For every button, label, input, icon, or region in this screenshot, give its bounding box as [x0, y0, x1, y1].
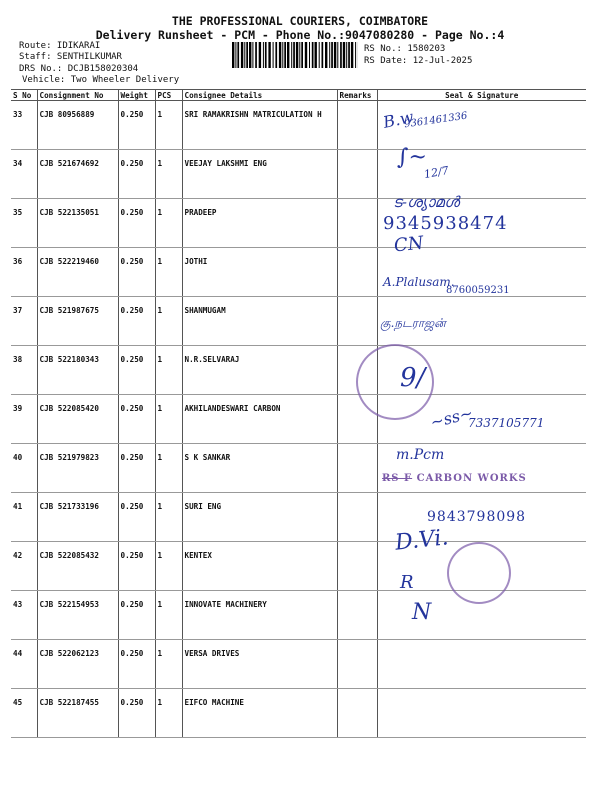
row-sno: 33	[11, 101, 37, 150]
column-header-sno: S No	[11, 90, 37, 101]
column-header-pcs: PCS	[155, 90, 182, 101]
signature-41-phone: 7337105771	[468, 416, 545, 430]
signature-43-phone: 9843798098	[427, 509, 527, 525]
row-sno: 35	[11, 199, 37, 248]
rs-number: RS No.: 1580203	[364, 44, 446, 54]
row-sno: 37	[11, 297, 37, 346]
circular-stamp-2	[447, 542, 511, 604]
row-weight: 0.250	[118, 444, 155, 493]
row-remarks	[337, 248, 377, 297]
signature-37-phone: 8760059231	[446, 285, 510, 296]
signature-38: கு.நடராஜன்	[380, 316, 446, 330]
row-consignment-no: CJB 522219460	[37, 248, 118, 297]
route-label: Route: IDIKARAI	[19, 41, 101, 51]
row-signature	[377, 640, 586, 689]
column-header-consignee: Consignee Details	[182, 90, 337, 101]
row-remarks	[337, 150, 377, 199]
rs-date: RS Date: 12-Jul-2025	[364, 56, 473, 66]
row-pcs: 1	[155, 395, 182, 444]
row-pcs: 1	[155, 493, 182, 542]
staff-label: Staff: SENTHILKUMAR	[19, 52, 122, 62]
row-sno: 44	[11, 640, 37, 689]
row-weight: 0.250	[118, 542, 155, 591]
row-sno: 34	[11, 150, 37, 199]
runsheet-table	[11, 89, 586, 738]
row-consignment-no: CJB 522187455	[37, 689, 118, 738]
row-weight: 0.250	[118, 640, 155, 689]
row-consignee: EIFCO MACHINE	[182, 689, 337, 738]
signature-34: ∫~	[397, 145, 427, 170]
column-header-signature: Seal & Signature	[377, 90, 586, 101]
row-signature	[377, 689, 586, 738]
drs-number: DRS No.: DCJB158020304	[19, 64, 139, 74]
table-row	[11, 444, 586, 493]
row-consignee: INNOVATE MACHINERY	[182, 591, 337, 640]
table-row	[11, 101, 586, 150]
row-consignee: SHANMUGAM	[182, 297, 337, 346]
row-consignee: SRI RAMAKRISHN MATRICULATION H	[182, 101, 337, 150]
row-consignee: PRADEEP	[182, 199, 337, 248]
row-sno: 43	[11, 591, 37, 640]
signature-33-phone: 9361461336	[403, 110, 469, 131]
row-pcs: 1	[155, 591, 182, 640]
company-stamp: RS F CARBON WORKS	[382, 473, 527, 484]
row-pcs: 1	[155, 150, 182, 199]
row-weight: 0.250	[118, 150, 155, 199]
row-sno: 40	[11, 444, 37, 493]
row-weight: 0.250	[118, 591, 155, 640]
row-pcs: 1	[155, 444, 182, 493]
row-consignment-no: CJB 521987675	[37, 297, 118, 346]
row-weight: 0.250	[118, 493, 155, 542]
row-remarks	[337, 640, 377, 689]
table-row	[11, 346, 586, 395]
signature-35-phone: 9345938474	[383, 213, 508, 234]
row-weight: 0.250	[118, 101, 155, 150]
row-consignee: VERSA DRIVES	[182, 640, 337, 689]
signature-44: R	[400, 572, 414, 593]
row-weight: 0.250	[118, 297, 155, 346]
row-consignment-no: CJB 521733196	[37, 493, 118, 542]
signature-42: m.Pcm	[396, 447, 445, 463]
row-consignment-no: CJB 522180343	[37, 346, 118, 395]
row-sno: 38	[11, 346, 37, 395]
row-consignee: N.R.SELVARAJ	[182, 346, 337, 395]
row-pcs: 1	[155, 542, 182, 591]
company-stamp-text: CARBON WORKS	[416, 473, 527, 484]
document-title: THE PROFESSIONAL COURIERS, COIMBATORE	[171, 14, 429, 28]
signature-35: ട-ശ്യാമൾ	[393, 193, 460, 211]
row-remarks	[337, 689, 377, 738]
row-pcs: 1	[155, 248, 182, 297]
signature-39: 9/	[400, 363, 426, 393]
row-pcs: 1	[155, 346, 182, 395]
table-row	[11, 591, 586, 640]
signature-43: D.Vi.	[393, 525, 450, 556]
table-row	[11, 150, 586, 199]
signature-34-date: 12/7	[423, 163, 450, 182]
row-consignment-no: CJB 521979823	[37, 444, 118, 493]
signature-33: B.w	[381, 107, 416, 132]
row-pcs: 1	[155, 199, 182, 248]
row-weight: 0.250	[118, 199, 155, 248]
barcode	[232, 42, 358, 68]
row-remarks	[337, 101, 377, 150]
row-sno: 36	[11, 248, 37, 297]
signature-36: CN	[392, 232, 425, 257]
table-row	[11, 689, 586, 738]
row-sno: 45	[11, 689, 37, 738]
row-remarks	[337, 444, 377, 493]
table-row	[11, 640, 586, 689]
row-consignment-no: CJB 522135051	[37, 199, 118, 248]
row-sno: 39	[11, 395, 37, 444]
signature-37: A.Plalusam.	[383, 275, 455, 289]
row-sno: 41	[11, 493, 37, 542]
row-consignment-no: CJB 80956889	[37, 101, 118, 150]
row-consignee: AKHILANDESWARI CARBON	[182, 395, 337, 444]
row-remarks	[337, 591, 377, 640]
row-weight: 0.250	[118, 346, 155, 395]
row-weight: 0.250	[118, 395, 155, 444]
row-consignment-no: CJB 522085420	[37, 395, 118, 444]
column-header-consignment: Consignment No	[37, 90, 118, 101]
row-remarks	[337, 542, 377, 591]
row-consignment-no: CJB 522154953	[37, 591, 118, 640]
column-header-weight: Weight	[118, 90, 155, 101]
row-weight: 0.250	[118, 248, 155, 297]
row-consignee: JOTHI	[182, 248, 337, 297]
table-row	[11, 297, 586, 346]
document-subtitle: Delivery Runsheet - PCM - Phone No.:9047080280 - Page No.:4	[95, 28, 505, 42]
row-pcs: 1	[155, 101, 182, 150]
signature-45: N	[412, 600, 432, 625]
row-consignee: KENTEX	[182, 542, 337, 591]
row-remarks	[337, 199, 377, 248]
row-pcs: 1	[155, 689, 182, 738]
row-consignment-no: CJB 521674692	[37, 150, 118, 199]
table-header-row	[11, 90, 586, 101]
row-consignee: VEEJAY LAKSHMI ENG	[182, 150, 337, 199]
signature-40: ~ss~	[428, 403, 475, 432]
row-weight: 0.250	[118, 689, 155, 738]
row-consignee: S K SANKAR	[182, 444, 337, 493]
row-remarks	[337, 297, 377, 346]
row-consignee: SURI ENG	[182, 493, 337, 542]
row-sno: 42	[11, 542, 37, 591]
row-consignment-no: CJB 522062123	[37, 640, 118, 689]
vehicle-label: Vehicle: Two Wheeler Delivery	[22, 75, 180, 85]
row-pcs: 1	[155, 297, 182, 346]
row-pcs: 1	[155, 640, 182, 689]
column-header-remarks: Remarks	[337, 90, 377, 101]
row-remarks	[337, 493, 377, 542]
row-consignment-no: CJB 522085432	[37, 542, 118, 591]
